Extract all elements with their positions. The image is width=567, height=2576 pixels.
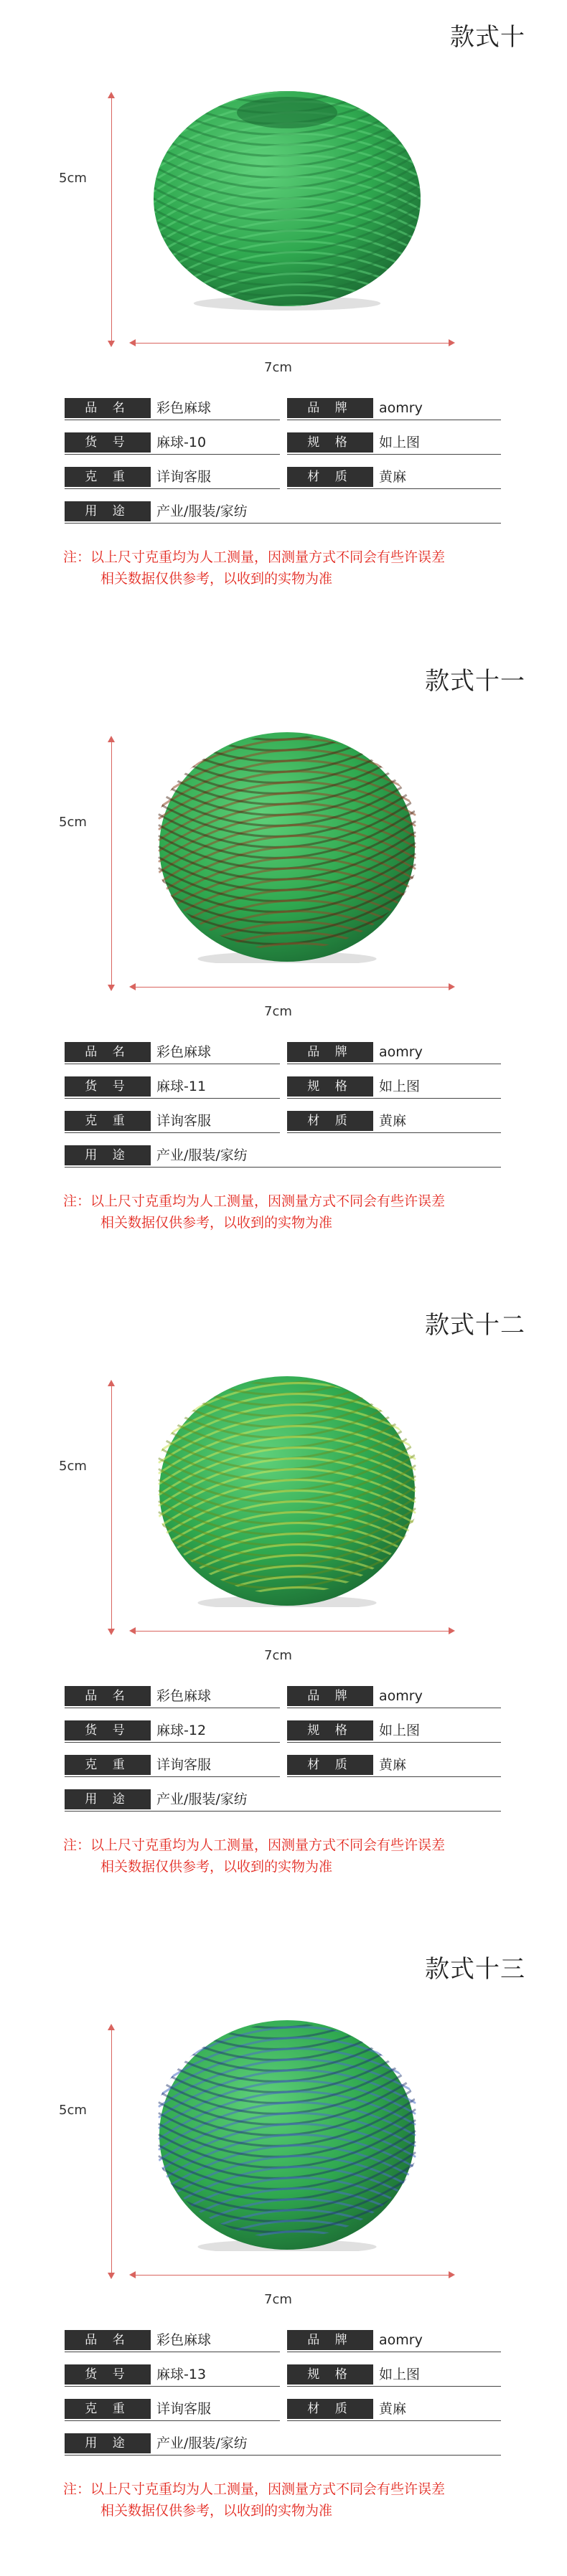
spec-value: 如上图 <box>379 1723 421 1738</box>
spec-label: 货 号 <box>65 1720 151 1741</box>
spec-name <box>65 398 280 418</box>
product-section-4 <box>0 1932 567 2576</box>
spec-value: 如上图 <box>379 1079 421 1094</box>
spec-label: 品 名 <box>65 1686 151 1706</box>
spec-value: aomry <box>379 2332 423 2348</box>
spec-label: 材 质 <box>287 2399 373 2419</box>
spec-label: 克 重 <box>65 1111 151 1131</box>
spec-size <box>287 432 501 453</box>
width-label: 7cm <box>264 360 292 375</box>
spec-size <box>287 1076 501 1097</box>
note-line-1: 注：以上尺寸克重均为人工测量，因测量方式不同会有些许误差 <box>63 549 446 565</box>
spec-weight <box>65 467 280 487</box>
spec-label: 货 号 <box>65 1076 151 1097</box>
spec-label: 用 途 <box>65 2433 151 2453</box>
height-dimension-line <box>111 737 112 990</box>
spec-divider <box>65 1742 280 1743</box>
spec-brand <box>287 2330 501 2350</box>
product-section-1 <box>0 0 567 644</box>
measurement-note <box>63 1834 537 1877</box>
spec-value: 产业/服装/家纺 <box>156 2435 248 2451</box>
spec-weight <box>65 2399 280 2419</box>
spec-value: aomry <box>379 1044 423 1060</box>
width-label: 7cm <box>264 1004 292 1019</box>
spec-label: 用 途 <box>65 501 151 521</box>
spec-value: 麻球-10 <box>156 435 207 450</box>
jute-ball-image <box>149 719 425 963</box>
style-title: 款式十二 <box>425 1311 525 1340</box>
spec-divider <box>65 2420 280 2421</box>
spec-divider <box>65 1132 280 1133</box>
width-dimension-line <box>131 2275 454 2276</box>
spec-label: 用 途 <box>65 1145 151 1165</box>
style-title: 款式十一 <box>425 667 525 696</box>
spec-divider <box>287 488 501 489</box>
spec-value: 详询客服 <box>156 1113 212 1129</box>
spec-brand <box>287 398 501 418</box>
spec-value: 黄麻 <box>379 1757 407 1773</box>
spec-brand <box>287 1686 501 1706</box>
spec-divider <box>65 1776 280 1777</box>
spec-sku <box>65 1076 280 1097</box>
style-title: 款式十三 <box>425 1955 525 1984</box>
height-dimension-line <box>111 93 112 346</box>
spec-value: 产业/服装/家纺 <box>156 1147 248 1163</box>
spec-label: 材 质 <box>287 1111 373 1131</box>
spec-label: 规 格 <box>287 2364 373 2385</box>
width-label: 7cm <box>264 1648 292 1663</box>
spec-sku <box>65 1720 280 1741</box>
spec-value: 黄麻 <box>379 2401 407 2417</box>
measurement-note <box>63 546 537 589</box>
spec-value: 麻球-11 <box>156 1079 207 1094</box>
spec-value: 黄麻 <box>379 469 407 485</box>
spec-sku <box>65 432 280 453</box>
spec-label: 材 质 <box>287 467 373 487</box>
note-line-2: 相关数据仅供参考，以收到的实物为准 <box>100 1215 333 1231</box>
spec-sku <box>65 2364 280 2385</box>
spec-divider <box>65 2386 280 2387</box>
spec-weight <box>65 1111 280 1131</box>
height-label: 5cm <box>59 815 87 830</box>
spec-label: 品 牌 <box>287 1042 373 1062</box>
spec-value: 产业/服装/家纺 <box>156 503 248 519</box>
note-line-2: 相关数据仅供参考，以收到的实物为准 <box>100 2503 333 2519</box>
spec-material <box>287 2399 501 2419</box>
height-dimension-line <box>111 2025 112 2278</box>
spec-divider <box>65 2455 501 2456</box>
spec-label: 用 途 <box>65 1789 151 1809</box>
spec-size <box>287 1720 501 1741</box>
spec-value: aomry <box>379 1688 423 1704</box>
spec-value: 详询客服 <box>156 469 212 485</box>
product-section-2 <box>0 644 567 1288</box>
measurement-note <box>63 2478 537 2521</box>
spec-material <box>287 1111 501 1131</box>
spec-label: 货 号 <box>65 2364 151 2385</box>
spec-size <box>287 2364 501 2385</box>
spec-value: 如上图 <box>379 2367 421 2382</box>
width-dimension-line <box>131 1631 454 1632</box>
spec-divider <box>287 1098 501 1099</box>
spec-divider <box>287 2386 501 2387</box>
spec-divider <box>65 488 280 489</box>
jute-ball-image <box>149 2007 425 2251</box>
spec-material <box>287 467 501 487</box>
spec-divider <box>65 454 280 455</box>
spec-value: 麻球-13 <box>156 2367 207 2382</box>
spec-value: 黄麻 <box>379 1113 407 1129</box>
spec-divider <box>287 1132 501 1133</box>
spec-label: 品 名 <box>65 398 151 418</box>
width-dimension-line <box>131 987 454 988</box>
spec-label: 货 号 <box>65 432 151 453</box>
spec-label: 品 牌 <box>287 398 373 418</box>
spec-value: 如上图 <box>379 435 421 450</box>
spec-value: 彩色麻球 <box>156 1688 212 1704</box>
spec-name <box>65 1686 280 1706</box>
height-label: 5cm <box>59 171 87 186</box>
spec-label: 材 质 <box>287 1755 373 1775</box>
spec-material <box>287 1755 501 1775</box>
spec-label: 克 重 <box>65 467 151 487</box>
spec-label: 品 牌 <box>287 1686 373 1706</box>
spec-name <box>65 2330 280 2350</box>
height-label: 5cm <box>59 2103 87 2118</box>
spec-divider <box>287 1742 501 1743</box>
product-section-3 <box>0 1288 567 1932</box>
spec-divider <box>287 1776 501 1777</box>
spec-use <box>65 501 280 521</box>
note-line-1: 注：以上尺寸克重均为人工测量，因测量方式不同会有些许误差 <box>63 1837 446 1853</box>
spec-name <box>65 1042 280 1062</box>
note-line-1: 注：以上尺寸克重均为人工测量，因测量方式不同会有些许误差 <box>63 1193 446 1209</box>
spec-use <box>65 1145 280 1165</box>
measurement-note <box>63 1190 537 1233</box>
spec-divider <box>65 523 501 524</box>
jute-ball-image <box>149 75 425 319</box>
spec-label: 克 重 <box>65 1755 151 1775</box>
spec-use <box>65 1789 280 1809</box>
jute-ball-image <box>149 1363 425 1607</box>
spec-divider <box>65 1098 280 1099</box>
spec-value: 彩色麻球 <box>156 400 212 416</box>
note-line-1: 注：以上尺寸克重均为人工测量，因测量方式不同会有些许误差 <box>63 2481 446 2497</box>
spec-label: 品 牌 <box>287 2330 373 2350</box>
spec-label: 规 格 <box>287 1076 373 1097</box>
height-dimension-line <box>111 1381 112 1634</box>
spec-label: 克 重 <box>65 2399 151 2419</box>
spec-divider <box>287 454 501 455</box>
spec-divider <box>65 1167 501 1168</box>
spec-value: 麻球-12 <box>156 1723 207 1738</box>
spec-value: 彩色麻球 <box>156 2332 212 2348</box>
spec-value: 详询客服 <box>156 2401 212 2417</box>
style-title: 款式十 <box>450 23 525 52</box>
spec-brand <box>287 1042 501 1062</box>
note-line-2: 相关数据仅供参考，以收到的实物为准 <box>100 571 333 587</box>
spec-divider <box>65 1811 501 1812</box>
spec-value: 彩色麻球 <box>156 1044 212 1060</box>
spec-label: 规 格 <box>287 1720 373 1741</box>
spec-use <box>65 2433 280 2453</box>
spec-weight <box>65 1755 280 1775</box>
spec-label: 品 名 <box>65 1042 151 1062</box>
spec-label: 品 名 <box>65 2330 151 2350</box>
width-dimension-line <box>131 343 454 344</box>
height-label: 5cm <box>59 1459 87 1474</box>
spec-divider <box>287 2420 501 2421</box>
spec-value: 产业/服装/家纺 <box>156 1791 248 1807</box>
spec-value: 详询客服 <box>156 1757 212 1773</box>
note-line-2: 相关数据仅供参考，以收到的实物为准 <box>100 1859 333 1875</box>
spec-value: aomry <box>379 400 423 416</box>
width-label: 7cm <box>264 2292 292 2307</box>
spec-label: 规 格 <box>287 432 373 453</box>
